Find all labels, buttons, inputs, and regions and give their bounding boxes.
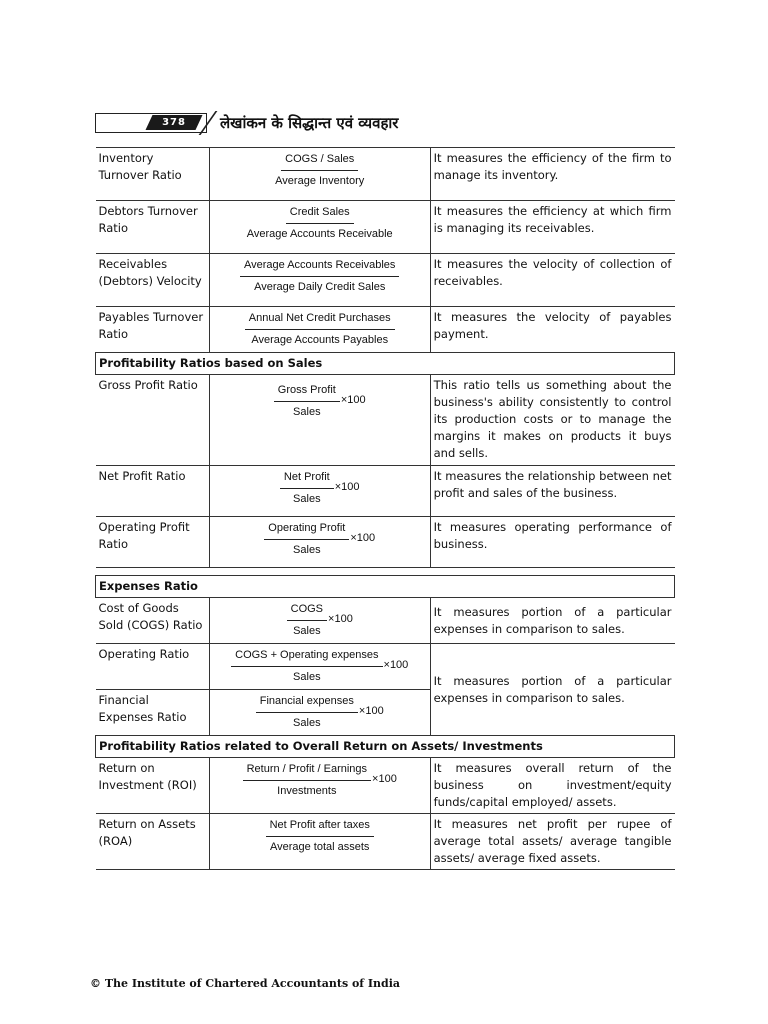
ratio-formula [209, 814, 430, 870]
section-title: Profitability Ratios based on Sales [96, 353, 675, 375]
ratio-name: Payables Turnover Ratio [96, 307, 210, 353]
formula-denominator: Sales [293, 406, 321, 418]
section-header-row [96, 736, 675, 758]
ratio-name: Cost of Goods Sold (COGS) Ratio [96, 598, 210, 644]
ratio-description: It measures portion of a particular expenses in comparison to sales. [430, 644, 674, 736]
formula-denominator: Sales [293, 493, 321, 505]
page-header [95, 113, 675, 133]
ratio-description: It measures portion of a particular expenses in comparison to sales. [430, 598, 674, 644]
formula-denominator: Sales [293, 625, 321, 637]
formula-numerator: Average Accounts Receivables [240, 256, 399, 277]
section-header-row [96, 353, 675, 375]
ratio-name: Financial Expenses Ratio [96, 690, 210, 736]
ratio-formula [209, 758, 430, 814]
formula-multiplier: ×100 [358, 705, 384, 717]
table-row [96, 758, 675, 814]
formula-numerator: COGS [287, 600, 327, 621]
ratio-formula [209, 644, 430, 690]
ratio-formula [209, 148, 430, 201]
ratio-name: Gross Profit Ratio [96, 375, 210, 466]
formula-numerator: COGS / Sales [281, 150, 358, 171]
table-row [96, 644, 675, 690]
formula-numerator: COGS + Operating expenses [231, 646, 382, 667]
formula-numerator: Operating Profit [264, 519, 349, 540]
page-title: लेखांकन के सिद्धान्त एवं व्यवहार [220, 114, 399, 132]
table-row [96, 201, 675, 254]
formula-numerator: Credit Sales [286, 203, 354, 224]
table-row [96, 598, 675, 644]
ratio-name: Receivables (Debtors) Velocity [96, 254, 210, 307]
ratio-name: Inventory Turnover Ratio [96, 148, 210, 201]
formula-denominator: Average Inventory [275, 175, 365, 187]
ratio-formula [209, 466, 430, 517]
ratio-description: This ratio tells us something about the business's ability consistently to control its production costs or to manage the margins it makes on products it buys and sells. [430, 375, 674, 466]
page-number: 378 [162, 117, 186, 128]
ratio-description: It measures the velocity of collection of receivables. [430, 254, 674, 307]
formula-numerator: Net Profit after taxes [266, 816, 374, 837]
ratio-formula [209, 517, 430, 568]
table-row [96, 307, 675, 353]
formula-numerator: Net Profit [280, 468, 334, 489]
formula-denominator: Investments [277, 785, 337, 797]
table-row [96, 375, 675, 466]
formula-numerator: Annual Net Credit Purchases [245, 309, 395, 330]
formula-denominator: Average Accounts Receivable [246, 228, 393, 240]
ratio-name: Operating Profit Ratio [96, 517, 210, 568]
formula-multiplier: ×100 [328, 613, 353, 625]
formula-denominator: Sales [293, 717, 321, 729]
ratio-formula [209, 375, 430, 466]
formula-multiplier: ×100 [372, 773, 397, 785]
table-row [96, 254, 675, 307]
formula-multiplier: ×100 [340, 394, 366, 406]
formula-numerator: Financial expenses [256, 692, 358, 713]
ratio-description: It measures the velocity of payables payment. [430, 307, 674, 353]
section-title: Profitability Ratios related to Overall Return on Assets/ Investments [96, 736, 675, 758]
formula-multiplier: ×100 [383, 659, 409, 671]
formula-denominator: Average Daily Credit Sales [254, 281, 386, 293]
table-row [96, 466, 675, 517]
ratio-formula [209, 598, 430, 644]
ratio-description: It measures net profit per rupee of average total assets/ average tangible assets/ average fixed assets. [430, 814, 674, 870]
ratio-description: It measures the efficiency of the firm to manage its inventory. [430, 148, 674, 201]
ratio-formula [209, 201, 430, 254]
ratio-name: Operating Ratio [96, 644, 210, 690]
formula-denominator: Sales [293, 671, 321, 683]
formula-denominator: Sales [293, 544, 321, 556]
formula-numerator: Return / Profit / Earnings [243, 760, 371, 781]
ratio-description: It measures the relationship between net profit and sales of the business. [430, 466, 674, 517]
ratio-name: Net Profit Ratio [96, 466, 210, 517]
ratio-description: It measures overall return of the business on investment/equity funds/capital employed/ assets. [430, 758, 674, 814]
ratio-name: Debtors Turnover Ratio [96, 201, 210, 254]
formula-multiplier: ×100 [350, 532, 376, 544]
footer-copyright: © The Institute of Chartered Accountants of India [90, 977, 401, 990]
formula-numerator: Gross Profit [274, 381, 340, 402]
table-row [96, 814, 675, 870]
section-header-row [96, 576, 675, 598]
ratio-formula [209, 307, 430, 353]
section-title: Expenses Ratio [96, 576, 675, 598]
ratio-name: Return on Investment (ROI) [96, 758, 210, 814]
table-row [96, 148, 675, 201]
formula-multiplier: ×100 [334, 481, 360, 493]
formula-denominator: Average total assets [269, 841, 370, 853]
table-row [96, 517, 675, 568]
ratio-formula [209, 690, 430, 736]
ratio-description: It measures the efficiency at which firm is managing its receivables. [430, 201, 674, 254]
formula-denominator: Average Accounts Payables [251, 334, 389, 346]
ratios-table [95, 147, 675, 870]
ratio-description: It measures operating performance of business. [430, 517, 674, 568]
ratio-formula [209, 254, 430, 307]
ratio-name: Return on Assets (ROA) [96, 814, 210, 870]
